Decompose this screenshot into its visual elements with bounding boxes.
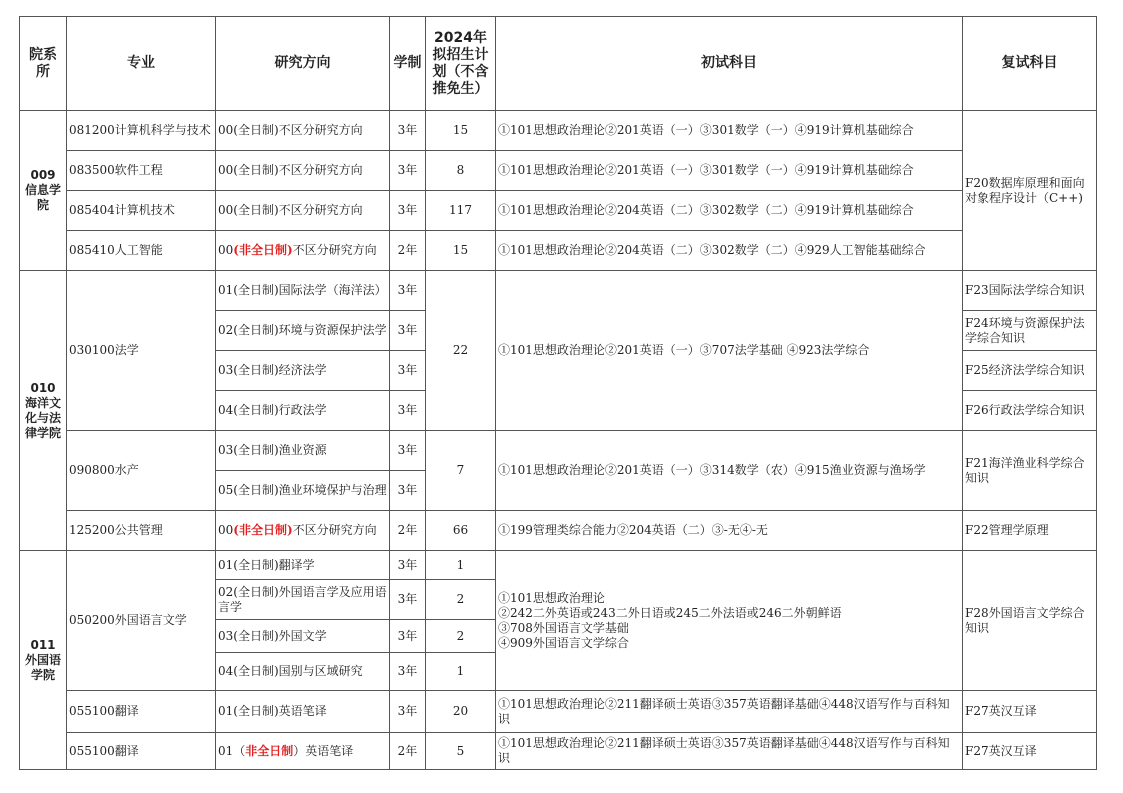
major-cell: 085404计算机技术 (67, 191, 216, 231)
part-time-label: 非全日制 (245, 743, 294, 758)
header-major: 专业 (67, 17, 216, 111)
table-row (20, 691, 1097, 733)
plan-cell: 15 (426, 111, 496, 151)
header-dept: 院系所 (20, 17, 67, 111)
dept-name: 信息学院 (24, 183, 61, 212)
exam1-cell: ①101思想政治理论 ②242二外英语或243二外日语或245二外法语或246二外朝鲜语 ③708外国语言文学基础 ④909外国语言文学综合 (496, 551, 963, 691)
years-cell: 3年 (390, 471, 426, 511)
direction-cell (216, 511, 390, 551)
plan-cell: 1 (426, 551, 496, 580)
exam1-cell: ①101思想政治理论②201英语（一）③301数学（一）④919计算机基础综合 (496, 111, 963, 151)
plan-cell: 22 (426, 271, 496, 431)
table-row (20, 271, 1097, 311)
direction-text: 不区分研究方向 (292, 243, 377, 257)
exam1-cell: ①199管理类综合能力②204英语（二）③-无④-无 (496, 511, 963, 551)
exam1-cell: ①101思想政治理论②204英语（二）③302数学（二）④919计算机基础综合 (496, 191, 963, 231)
major-cell: 090800水产 (67, 431, 216, 511)
direction-text: 不区分研究方向 (292, 523, 377, 537)
dept-cell (20, 111, 67, 271)
years-cell: 2年 (390, 511, 426, 551)
plan-cell: 5 (426, 733, 496, 770)
direction-cell: 00(全日制)不区分研究方向 (216, 151, 390, 191)
plan-cell: 117 (426, 191, 496, 231)
direction-cell: 03(全日制)经济法学 (216, 351, 390, 391)
header-years: 学制 (390, 17, 426, 111)
years-cell: 3年 (390, 191, 426, 231)
exam2-cell: F26行政法学综合知识 (963, 391, 1097, 431)
direction-cell: 01(全日制)英语笔译 (216, 691, 390, 733)
dept-name: 外国语学院 (24, 652, 61, 682)
direction-cell: 00(全日制)不区分研究方向 (216, 111, 390, 151)
major-cell: 030100法学 (67, 271, 216, 431)
direction-cell: 00(全日制)不区分研究方向 (216, 191, 390, 231)
admissions-table (19, 16, 1097, 770)
direction-cell (216, 231, 390, 271)
table-row (20, 431, 1097, 471)
plan-cell: 2 (426, 620, 496, 653)
years-cell: 2年 (390, 733, 426, 770)
exam1-cell: ①101思想政治理论②204英语（二）③302数学（二）④929人工智能基础综合 (496, 231, 963, 271)
direction-cell: 02(全日制)环境与资源保护法学 (216, 311, 390, 351)
years-cell: 2年 (390, 231, 426, 271)
plan-cell: 8 (426, 151, 496, 191)
dept-cell (20, 551, 67, 770)
years-cell: 3年 (390, 620, 426, 653)
direction-code: 01（ (218, 743, 246, 758)
direction-cell: 05(全日制)渔业环境保护与治理 (216, 471, 390, 511)
table-row (20, 231, 1097, 271)
part-time-label: (非全日制) (233, 523, 293, 537)
plan-cell: 1 (426, 653, 496, 691)
direction-cell: 03(全日制)渔业资源 (216, 431, 390, 471)
exam2-cell: F21海洋渔业科学综合知识 (963, 431, 1097, 511)
table-row (20, 151, 1097, 191)
dept-code: 010 (30, 380, 56, 395)
direction-cell: 02(全日制)外国语言学及应用语言学 (216, 580, 390, 620)
exam2-cell: F27英汉互译 (963, 691, 1097, 733)
major-cell: 085410人工智能 (67, 231, 216, 271)
plan-cell: 20 (426, 691, 496, 733)
plan-cell: 66 (426, 511, 496, 551)
years-cell: 3年 (390, 271, 426, 311)
table-row (20, 733, 1097, 770)
exam2-cell: F24环境与资源保护法学综合知识 (963, 311, 1097, 351)
dept-code: 011 (30, 637, 56, 652)
table-row (20, 551, 1097, 580)
plan-cell: 15 (426, 231, 496, 271)
major-cell: 055100翻译 (67, 691, 216, 733)
major-cell: 050200外国语言文学 (67, 551, 216, 691)
direction-cell: 04(全日制)国别与区域研究 (216, 653, 390, 691)
exam1-cell: ①101思想政治理论②201英语（一）③301数学（一）④919计算机基础综合 (496, 151, 963, 191)
plan-cell: 7 (426, 431, 496, 511)
direction-code: 00 (218, 243, 234, 257)
years-cell: 3年 (390, 351, 426, 391)
direction-cell: 01(全日制)翻译学 (216, 551, 390, 580)
header-plan: 2024年拟招生计划（不含推免生） (426, 17, 496, 111)
exam2-cell: F27英汉互译 (963, 733, 1097, 770)
dept-name: 海洋文化与法律学院 (24, 395, 61, 440)
years-cell: 3年 (390, 311, 426, 351)
header-direction: 研究方向 (216, 17, 390, 111)
exam1-cell: ①101思想政治理论②211翻译硕士英语③357英语翻译基础④448汉语写作与百科知识 (496, 733, 963, 770)
direction-cell (216, 733, 390, 770)
plan-cell: 2 (426, 580, 496, 620)
exam2-cell: F28外国语言文学综合知识 (963, 551, 1097, 691)
exam2-cell: F25经济法学综合知识 (963, 351, 1097, 391)
header-row (20, 17, 1097, 111)
table-row (20, 191, 1097, 231)
exam1-cell: ①101思想政治理论②211翻译硕士英语③357英语翻译基础④448汉语写作与百科知识 (496, 691, 963, 733)
years-cell: 3年 (390, 691, 426, 733)
direction-cell: 03(全日制)外国文学 (216, 620, 390, 653)
exam1-cell: ①101思想政治理论②201英语（一）③314数学（农）④915渔业资源与渔场学 (496, 431, 963, 511)
direction-cell: 04(全日制)行政法学 (216, 391, 390, 431)
dept-code: 009 (30, 168, 56, 182)
direction-text: ）英语笔译 (293, 743, 354, 758)
exam1-cell: ①101思想政治理论②201英语（一）③707法学基础 ④923法学综合 (496, 271, 963, 431)
exam2-cell: F23国际法学综合知识 (963, 271, 1097, 311)
direction-cell: 01(全日制)国际法学（海洋法） (216, 271, 390, 311)
dept-cell (20, 271, 67, 551)
years-cell: 3年 (390, 151, 426, 191)
major-cell: 125200公共管理 (67, 511, 216, 551)
years-cell: 3年 (390, 111, 426, 151)
major-cell: 081200计算机科学与技术 (67, 111, 216, 151)
header-exam1: 初试科目 (496, 17, 963, 111)
header-exam2: 复试科目 (963, 17, 1097, 111)
years-cell: 3年 (390, 431, 426, 471)
years-cell: 3年 (390, 391, 426, 431)
years-cell: 3年 (390, 551, 426, 580)
direction-code: 00 (218, 523, 234, 537)
table-row (20, 111, 1097, 151)
part-time-label: (非全日制) (233, 243, 293, 257)
years-cell: 3年 (390, 653, 426, 691)
years-cell: 3年 (390, 580, 426, 620)
major-cell: 083500软件工程 (67, 151, 216, 191)
major-cell: 055100翻译 (67, 733, 216, 770)
table-row (20, 511, 1097, 551)
exam2-cell: F20数据库原理和面向对象程序设计（C++) (963, 111, 1097, 271)
exam2-cell: F22管理学原理 (963, 511, 1097, 551)
